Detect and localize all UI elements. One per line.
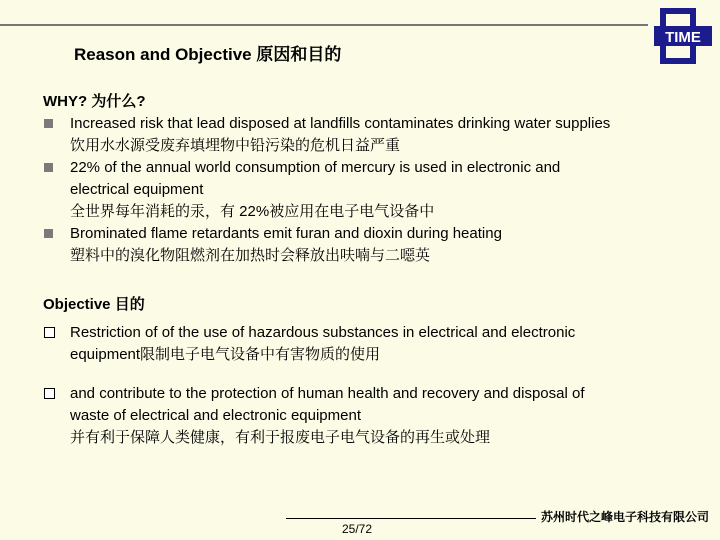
title-divider: [0, 24, 648, 26]
item-line: Increased risk that lead disposed at landfills contaminates drinking water supplies: [70, 115, 611, 132]
item-line: Restriction of of the use of hazardous substances in electrical and electronic: [70, 324, 576, 341]
item-line: Brominated flame retardants emit furan and dioxin during heating: [70, 225, 502, 242]
why-item: [44, 113, 704, 157]
item-line: and contribute to the protection of human health and recovery and disposal of: [70, 385, 585, 402]
why-item: [44, 223, 704, 267]
item-line: waste of electrical and electronic equipment: [70, 407, 361, 424]
objective-item: [44, 383, 704, 449]
logo-text: TIME: [665, 29, 701, 46]
objective-heading: Objective 目的: [43, 296, 145, 313]
square-bullet-icon: [44, 229, 53, 238]
objective-item: [44, 322, 704, 366]
item-line: 22% of the annual world consumption of mercury is used in electronic and: [70, 159, 561, 176]
company-logo: [654, 8, 712, 64]
checkbox-bullet-icon: [44, 388, 55, 399]
company-name: 苏州时代之峰电子科技有限公司: [541, 510, 710, 524]
footer-divider: [286, 518, 536, 519]
item-line: 饮用水水源受废弃填埋物中铅污染的危机日益严重: [70, 137, 401, 154]
page-number: 25/72: [342, 522, 373, 536]
item-line: 并有利于保障人类健康，有利于报废电子电气设备的再生或处理: [70, 429, 491, 446]
why-heading: WHY? 为什么?: [43, 93, 146, 110]
item-line: 全世界每年消耗的汞，有 22%被应用在电子电气设备中: [70, 203, 435, 220]
slide-title: Reason and Objective 原因和目的: [74, 45, 342, 64]
checkbox-bullet-icon: [44, 327, 55, 338]
item-line: electrical equipment: [70, 181, 204, 198]
item-line: 塑料中的溴化物阻燃剂在加热时会释放出呋喃与二噁英: [70, 247, 431, 264]
item-line: equipment限制电子电气设备中有害物质的使用: [70, 346, 381, 363]
why-item: [44, 157, 704, 223]
square-bullet-icon: [44, 163, 53, 172]
square-bullet-icon: [44, 119, 53, 128]
